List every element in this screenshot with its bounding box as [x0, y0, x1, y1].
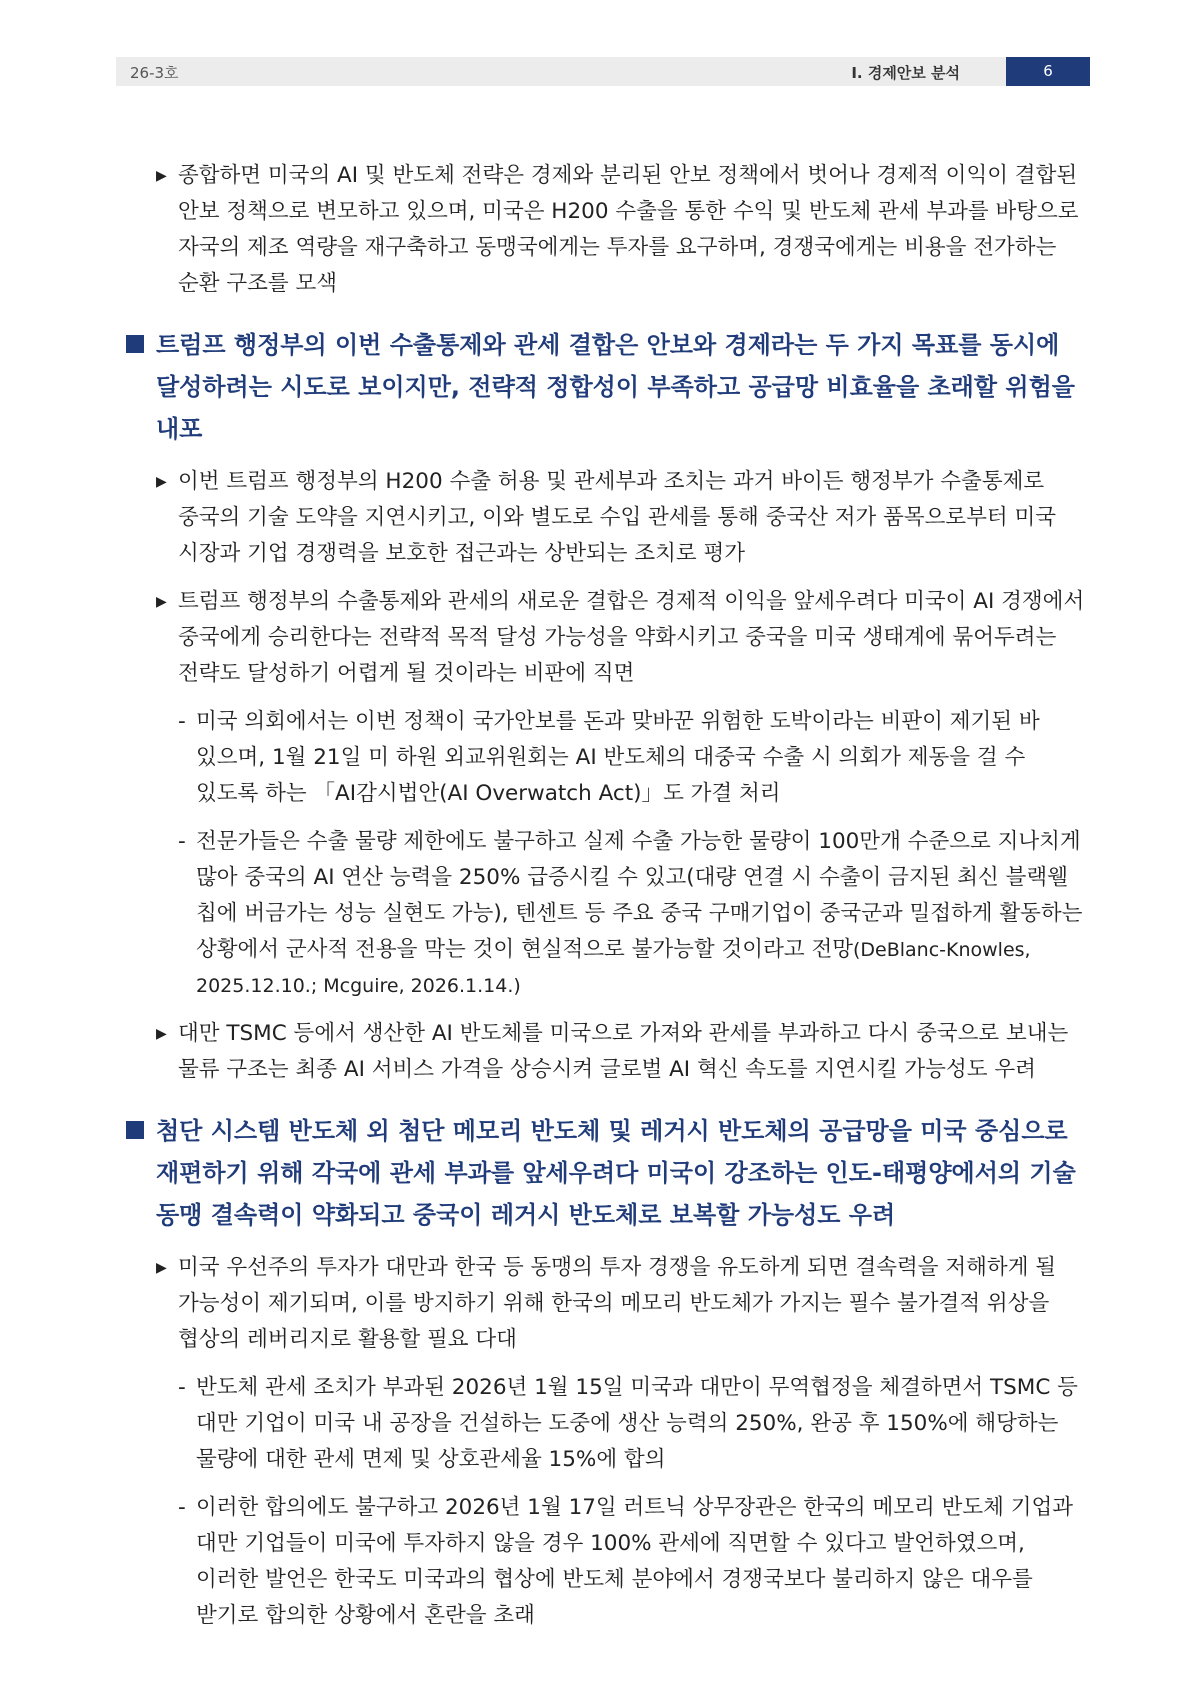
section-title: Ⅰ. 경제안보 분석	[851, 64, 960, 82]
dash-bullet-icon: -	[178, 1495, 186, 1520]
sub-bullet-item: - 전문가들은 수출 물량 제한에도 불구하고 실제 수출 가능한 물량이 100만개 수준으로 지나치게 많아 중국의 AI 연산 능력을 250% 급증시킬 수 있고(대량 연결 시 수출이 금지된 최신 블랙웰 칩에 버금가는 성능 실현도 가능), 텐센트 등 주요 중국 구매기업이 중국군과 밀접하게 활동하는 상황에서 군사적 전용을 막는 것이 현실적으로 불가능할 것이라고 전망(DeBlanc-Knowles, 2025.12.10.; Mcguire, 2026.1.14.)	[126, 824, 1092, 1004]
triangle-bullet-icon: ▶	[156, 594, 167, 610]
citation: (DeBlanc-Knowles, 2025.12.10.; Mcguire, 2026.1.14.)	[196, 939, 1031, 997]
dash-bullet-icon: -	[178, 829, 186, 854]
bullet-item: ▶ 미국 우선주의 투자가 대만과 한국 등 동맹의 투자 경쟁을 유도하게 되면 결속력을 저해하게 될 가능성이 제기되며, 이를 방지하기 위해 한국의 메모리 반도체가 가지는 필수 불가결적 위상을 협상의 레버리지로 활용할 필요 다대	[126, 1250, 1092, 1358]
section-heading: 트럼프 행정부의 이번 수출통제와 관세 결합은 안보와 경제라는 두 가지 목표를 동시에 달성하려는 시도로 보이지만, 전략적 정합성이 부족하고 공급망 비효율을 초래할 위험을 내포	[126, 324, 1092, 450]
triangle-bullet-icon: ▶	[156, 1260, 167, 1276]
running-header	[116, 57, 1090, 86]
bullet-item: ▶ 대만 TSMC 등에서 생산한 AI 반도체를 미국으로 가져와 관세를 부과하고 다시 중국으로 보내는 물류 구조는 최종 AI 서비스 가격을 상승시켜 글로벌 AI 혁신 속도를 지연시킬 가능성도 우려	[126, 1016, 1092, 1088]
dash-bullet-icon: -	[178, 709, 186, 734]
square-bullet-icon	[126, 1121, 144, 1139]
sub-bullet-item: - 이러한 합의에도 불구하고 2026년 1월 17일 러트닉 상무장관은 한국의 메모리 반도체 기업과 대만 기업들이 미국에 투자하지 않을 경우 100% 관세에 직면할 수 있다고 발언하였으며, 이러한 발언은 한국도 미국과의 협상에 반도체 분야에서 경쟁국보다 불리하지 않은 대우를 받기로 합의한 상황에서 혼란을 초래	[126, 1490, 1092, 1634]
dash-bullet-icon: -	[178, 1375, 186, 1400]
bullet-item: ▶ 트럼프 행정부의 수출통제와 관세의 새로운 결합은 경제적 이익을 앞세우려다 미국이 AI 경쟁에서 중국에게 승리한다는 전략적 목적 달성 가능성을 약화시키고 중국을 미국 생태계에 묶어두려는 전략도 달성하기 어렵게 될 것이라는 비판에 직면	[126, 584, 1092, 692]
triangle-bullet-icon: ▶	[156, 1026, 167, 1042]
triangle-bullet-icon: ▶	[156, 168, 167, 184]
body-content	[126, 158, 1092, 1646]
square-bullet-icon	[126, 335, 144, 353]
bullet-item: ▶ 종합하면 미국의 AI 및 반도체 전략은 경제와 분리된 안보 정책에서 벗어나 경제적 이익이 결합된 안보 정책으로 변모하고 있으며, 미국은 H200 수출을 통한 수익 및 반도체 관세 부과를 바탕으로 자국의 제조 역량을 재구축하고 동맹국에게는 투자를 요구하며, 경쟁국에게는 비용을 전가하는 순환 구조를 모색	[126, 158, 1092, 302]
sub-bullet-item: - 미국 의회에서는 이번 정책이 국가안보를 돈과 맞바꾼 위험한 도박이라는 비판이 제기된 바 있으며, 1월 21일 미 하원 외교위원회는 AI 반도체의 대중국 수출 시 의회가 제동을 걸 수 있도록 하는 「AI감시법안(AI Overwatch Act)」도 가결 처리	[126, 704, 1092, 812]
triangle-bullet-icon: ▶	[156, 474, 167, 490]
page-number: 6	[1006, 57, 1090, 86]
section-heading: 첨단 시스템 반도체 외 첨단 메모리 반도체 및 레거시 반도체의 공급망을 미국 중심으로 재편하기 위해 각국에 관세 부과를 앞세우려다 미국이 강조하는 인도-태평양에서의 기술 동맹 결속력이 약화되고 중국이 레거시 반도체로 보복할 가능성도 우려	[126, 1110, 1092, 1236]
issue-number: 26-3호	[130, 64, 179, 82]
sub-bullet-item: - 반도체 관세 조치가 부과된 2026년 1월 15일 미국과 대만이 무역협정을 체결하면서 TSMC 등 대만 기업이 미국 내 공장을 건설하는 도중에 생산 능력의 250%, 완공 후 150%에 해당하는 물량에 대한 관세 면제 및 상호관세율 15%에 합의	[126, 1370, 1092, 1478]
bullet-item: ▶ 이번 트럼프 행정부의 H200 수출 허용 및 관세부과 조치는 과거 바이든 행정부가 수출통제로 중국의 기술 도약을 지연시키고, 이와 별도로 수입 관세를 통해 중국산 저가 품목으로부터 미국 시장과 기업 경쟁력을 보호한 접근과는 상반되는 조치로 평가	[126, 464, 1092, 572]
